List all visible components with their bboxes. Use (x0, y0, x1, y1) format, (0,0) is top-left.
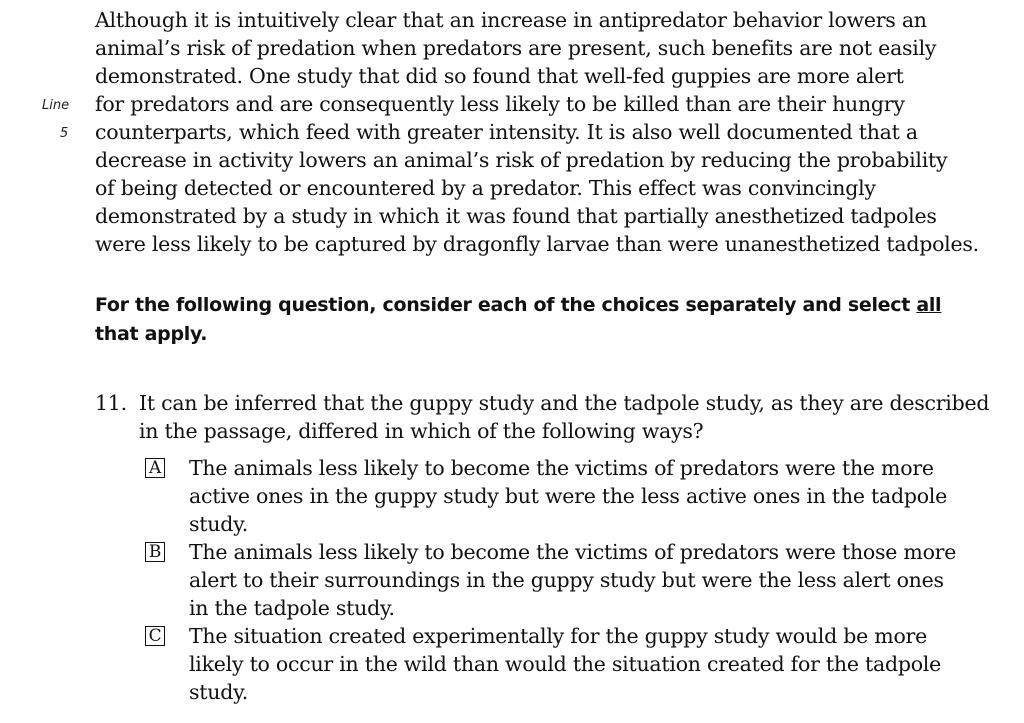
instruction-text: For the following question, consider each of the choices separately and select (95, 294, 917, 316)
instruction-emphasis: all (916, 294, 942, 316)
choice-text-line: in the tadpole study. (189, 596, 395, 620)
choice-text-line: alert to their surroundings in the guppy study but were the less alert ones (189, 568, 944, 592)
choice-text-line: The situation created experimentally for the guppy study would be more (189, 624, 927, 648)
passage-line (0, 202, 1024, 230)
passage-line-text: for predators and are consequently less likely to be killed than are their hungry (95, 92, 905, 116)
choice-text-line: The animals less likely to become the victims of predators were those more (189, 540, 957, 564)
question-instruction (95, 291, 975, 349)
choice-text-line: study. (189, 680, 248, 704)
passage-line (0, 146, 1024, 174)
question-stem (139, 389, 990, 445)
passage-line (0, 174, 1024, 202)
passage-line (0, 230, 1024, 258)
choice-text (189, 622, 941, 706)
passage-line-text: of being detected or encountered by a predator. This effect was convincingly (95, 176, 876, 200)
passage-line-text: were less likely to be captured by dragonfly larvae than were unanesthetized tadpoles. (95, 232, 979, 256)
line-label: Line (42, 98, 70, 113)
line-number: 5 (60, 126, 69, 141)
passage-line (0, 118, 1024, 146)
choice-text-line: likely to occur in the wild than would the situation created for the tadpole (189, 652, 941, 676)
choice-text-line: active ones in the guppy study but were the less active ones in the tadpole (189, 484, 947, 508)
instruction-text-end: that apply. (95, 323, 208, 345)
passage-line-text: demonstrated. One study that did so found that well-fed guppies are more alert (95, 64, 904, 88)
passage-line (0, 90, 1024, 118)
passage-line (0, 6, 1024, 34)
choice-text-line: study. (189, 512, 248, 536)
question-stem-line: It can be inferred that the guppy study and the tadpole study, as they are described (139, 391, 990, 415)
passage-line (0, 34, 1024, 62)
choice-checkbox-c[interactable]: C (145, 626, 165, 646)
passage-line-text: counterparts, which feed with greater intensity. It is also well documented that a (95, 120, 918, 144)
choice-text (189, 454, 947, 538)
passage-line-text: decrease in activity lowers an animal’s risk of predation by reducing the probability (95, 148, 948, 172)
passage-line-text: Although it is intuitively clear that an increase in antipredator behavior lowers an (95, 8, 927, 32)
choice-text (189, 538, 956, 622)
reading-passage (0, 6, 1024, 258)
question-stem-line: in the passage, differed in which of the following ways? (139, 419, 704, 443)
passage-line (0, 62, 1024, 90)
question-number: 11. (95, 391, 127, 415)
choice-checkbox-a[interactable]: A (145, 458, 165, 478)
choice-text-line: The animals less likely to become the victims of predators were the more (189, 456, 934, 480)
choice-checkbox-b[interactable]: B (145, 542, 165, 562)
passage-line-text: demonstrated by a study in which it was found that partially anesthetized tadpoles (95, 204, 937, 228)
passage-line-text: animal’s risk of predation when predators are present, such benefits are not easily (95, 36, 937, 60)
